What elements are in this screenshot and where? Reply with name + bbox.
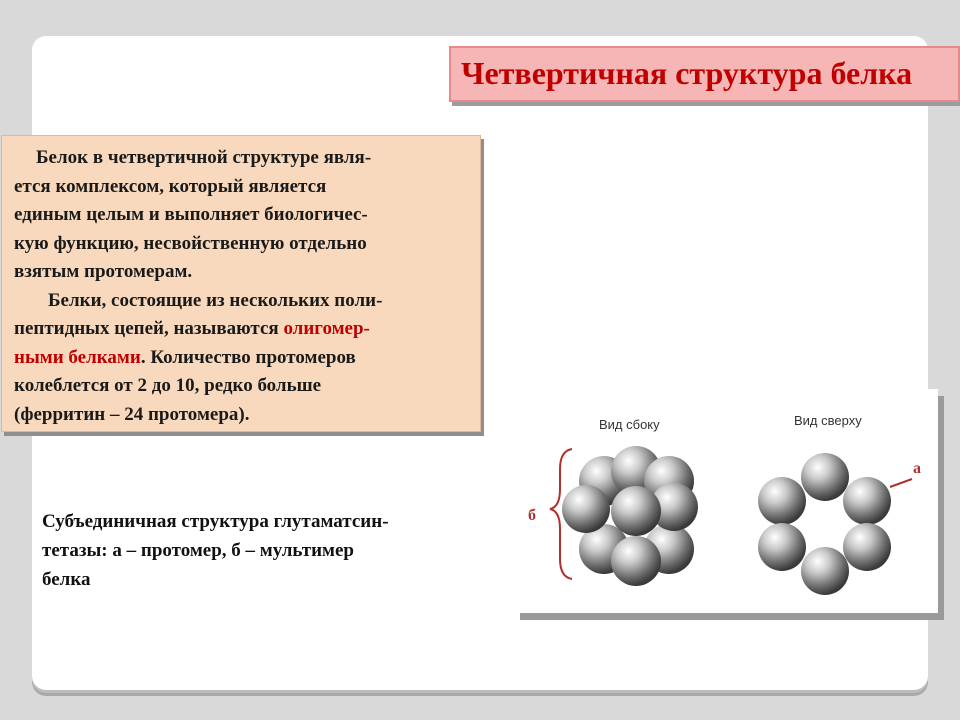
caption-line: Субъединичная структура глутаматсин- <box>42 511 389 532</box>
paragraph-2 <box>14 287 470 430</box>
sphere <box>843 523 891 571</box>
text-line <box>14 344 470 373</box>
figure-caption <box>42 507 492 594</box>
text-line: Белки, состоящие из нескольких поли- <box>48 289 383 311</box>
sphere <box>801 453 849 501</box>
text-line: кую функцию, несвойственную отдельно <box>14 232 367 254</box>
sphere <box>611 536 661 586</box>
side-view-label: Вид сбоку <box>599 417 660 432</box>
caption-line: белка <box>42 569 91 590</box>
text-fragment: пептидных цепей, называются <box>14 318 284 339</box>
sphere <box>843 477 891 525</box>
text-line: колеблется от 2 до 10, редко больше <box>14 375 322 396</box>
caption-line: тетазы: а – протомер, б – мультимер <box>42 540 354 561</box>
highlight-term: олигомер- <box>283 318 370 339</box>
description-box <box>1 135 481 432</box>
text-line: (ферритин – 24 протомера). <box>14 403 250 425</box>
text-line: Белок в четвертичной структуре явля- <box>36 147 372 168</box>
page-title: Четвертичная структура белка <box>461 55 913 91</box>
sphere <box>758 523 806 571</box>
pointer-line-a <box>890 479 912 487</box>
sphere <box>611 486 661 536</box>
label-a: а <box>913 460 921 477</box>
sphere <box>801 547 849 595</box>
text-line: взятым протомерам. <box>14 261 193 282</box>
sphere <box>758 477 806 525</box>
text-line <box>14 315 470 344</box>
top-view-label: Вид сверху <box>794 413 862 428</box>
text-fragment: . Количество протомеров <box>140 346 356 368</box>
sphere <box>562 485 610 533</box>
text-line: единым целым и выполняет биологичес- <box>14 204 368 225</box>
protein-structure-figure <box>514 389 938 613</box>
text-line: ется комплексом, который является <box>14 175 327 197</box>
highlight-term: ными белками <box>14 346 141 368</box>
title-banner <box>449 46 960 102</box>
label-b: б <box>528 507 536 524</box>
side-view-spheres <box>562 446 698 586</box>
top-view-spheres <box>758 453 891 595</box>
paragraph-1 <box>14 144 470 287</box>
figure-svg <box>514 389 938 613</box>
